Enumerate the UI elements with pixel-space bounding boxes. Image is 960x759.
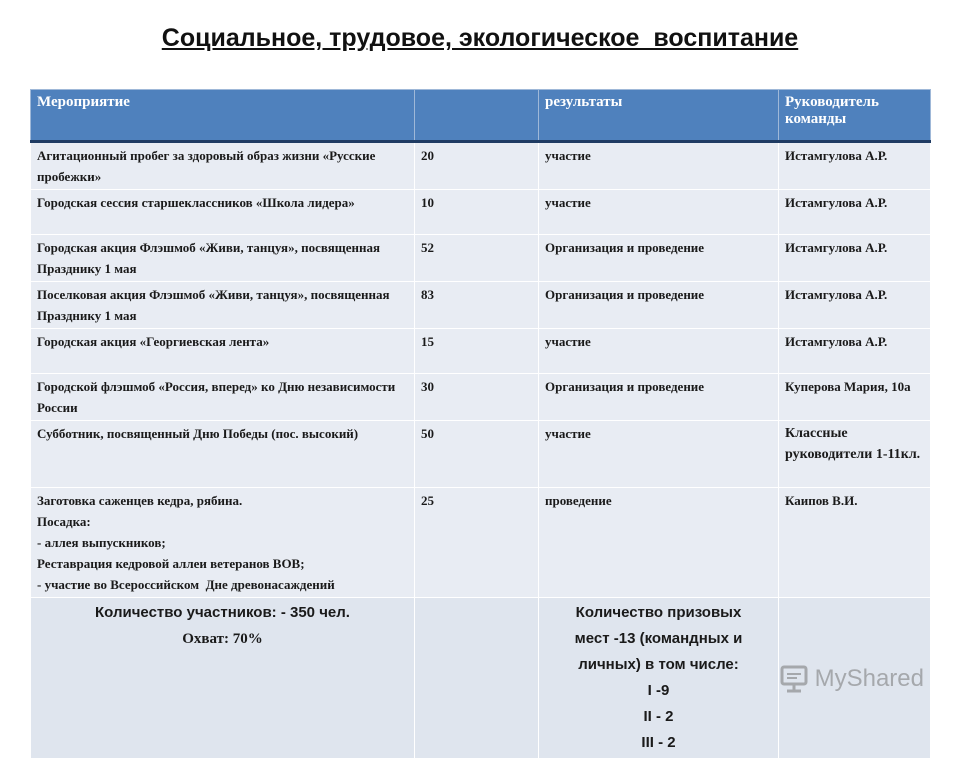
prize-line: I -9 xyxy=(647,682,670,699)
prize-line: мест -13 (командных и xyxy=(574,630,743,647)
count-cell: 30 xyxy=(415,374,539,421)
result-cell: Организация и проведение xyxy=(539,374,779,421)
event-line: Посадка: xyxy=(37,514,91,529)
table-row xyxy=(31,190,931,235)
result-cell: Организация и проведение xyxy=(539,235,779,282)
event-cell xyxy=(31,488,415,598)
summary-prizes-cell xyxy=(539,598,779,759)
leader-cell: Куперова Мария, 10а xyxy=(779,374,931,421)
leader-cell: Истамгулова А.Р. xyxy=(779,329,931,374)
count-cell: 50 xyxy=(415,421,539,488)
event-cell: Субботник, посвященный Дню Победы (пос. высокий) xyxy=(31,421,415,488)
table-row xyxy=(31,374,931,421)
header-event: Мероприятие xyxy=(31,90,415,142)
event-cell: Городская акция Флэшмоб «Живи, танцуя», посвященная Празднику 1 мая xyxy=(31,235,415,282)
table-row xyxy=(31,235,931,282)
event-cell: Городской флэшмоб «Россия, вперед» ко Дню независимости России xyxy=(31,374,415,421)
coverage-percent: Охват: 70% xyxy=(182,631,263,647)
prize-line: Количество призовых xyxy=(575,604,742,621)
event-line: Реставрация кедровой аллеи ветеранов ВОВ; xyxy=(37,556,305,571)
leader-cell: Истамгулова А.Р. xyxy=(779,190,931,235)
watermark-text: MyShared xyxy=(814,665,924,692)
header-leader: Руководитель команды xyxy=(779,90,931,142)
event-cell: Агитационный пробег за здоровый образ жизни «Русские пробежки» xyxy=(31,142,415,190)
prize-line: личных) в том числе: xyxy=(578,656,739,673)
leader-cell: Классные руководители 1-11кл. xyxy=(779,421,931,488)
header-count xyxy=(415,90,539,142)
count-cell: 52 xyxy=(415,235,539,282)
presentation-board-icon xyxy=(779,664,809,694)
count-cell: 10 xyxy=(415,190,539,235)
event-cell: Городская акция «Георгиевская лента» xyxy=(31,329,415,374)
leader-cell: Каипов В.И. xyxy=(779,488,931,598)
leader-cell: Истамгулова А.Р. xyxy=(779,235,931,282)
result-cell: участие xyxy=(539,190,779,235)
leader-cell: Истамгулова А.Р. xyxy=(779,142,931,190)
result-cell: участие xyxy=(539,142,779,190)
table-row xyxy=(31,488,931,598)
result-cell: участие xyxy=(539,421,779,488)
event-line: - аллея выпускников; xyxy=(37,535,166,550)
page-title: Социальное, трудовое, экологическое воспитание xyxy=(161,24,799,52)
participants-total: Количество участников: - 350 чел. xyxy=(95,604,350,621)
count-cell: 20 xyxy=(415,142,539,190)
result-cell: Организация и проведение xyxy=(539,282,779,329)
event-cell: Поселковая акция Флэшмоб «Живи, танцуя», посвященная Празднику 1 мая xyxy=(31,282,415,329)
summary-participants-cell xyxy=(31,598,415,759)
result-cell: участие xyxy=(539,329,779,374)
table-row xyxy=(31,421,931,488)
summary-empty-cell xyxy=(415,598,539,759)
watermark xyxy=(779,664,924,694)
table-row xyxy=(31,329,931,374)
prize-line: III - 2 xyxy=(641,734,676,751)
event-line: - участие во Всероссийском Дне древонасаждений xyxy=(37,577,335,592)
activities-table xyxy=(30,89,931,759)
result-cell: проведение xyxy=(539,488,779,598)
table-header-row xyxy=(31,90,931,142)
leader-cell: Истамгулова А.Р. xyxy=(779,282,931,329)
event-cell: Городская сессия старшеклассников «Школа лидера» xyxy=(31,190,415,235)
header-result: результаты xyxy=(539,90,779,142)
prize-line: II - 2 xyxy=(643,708,674,725)
event-line: Заготовка саженцев кедра, рябина. xyxy=(37,493,243,508)
count-cell: 83 xyxy=(415,282,539,329)
count-cell: 25 xyxy=(415,488,539,598)
table-row xyxy=(31,142,931,190)
count-cell: 15 xyxy=(415,329,539,374)
table-row xyxy=(31,282,931,329)
